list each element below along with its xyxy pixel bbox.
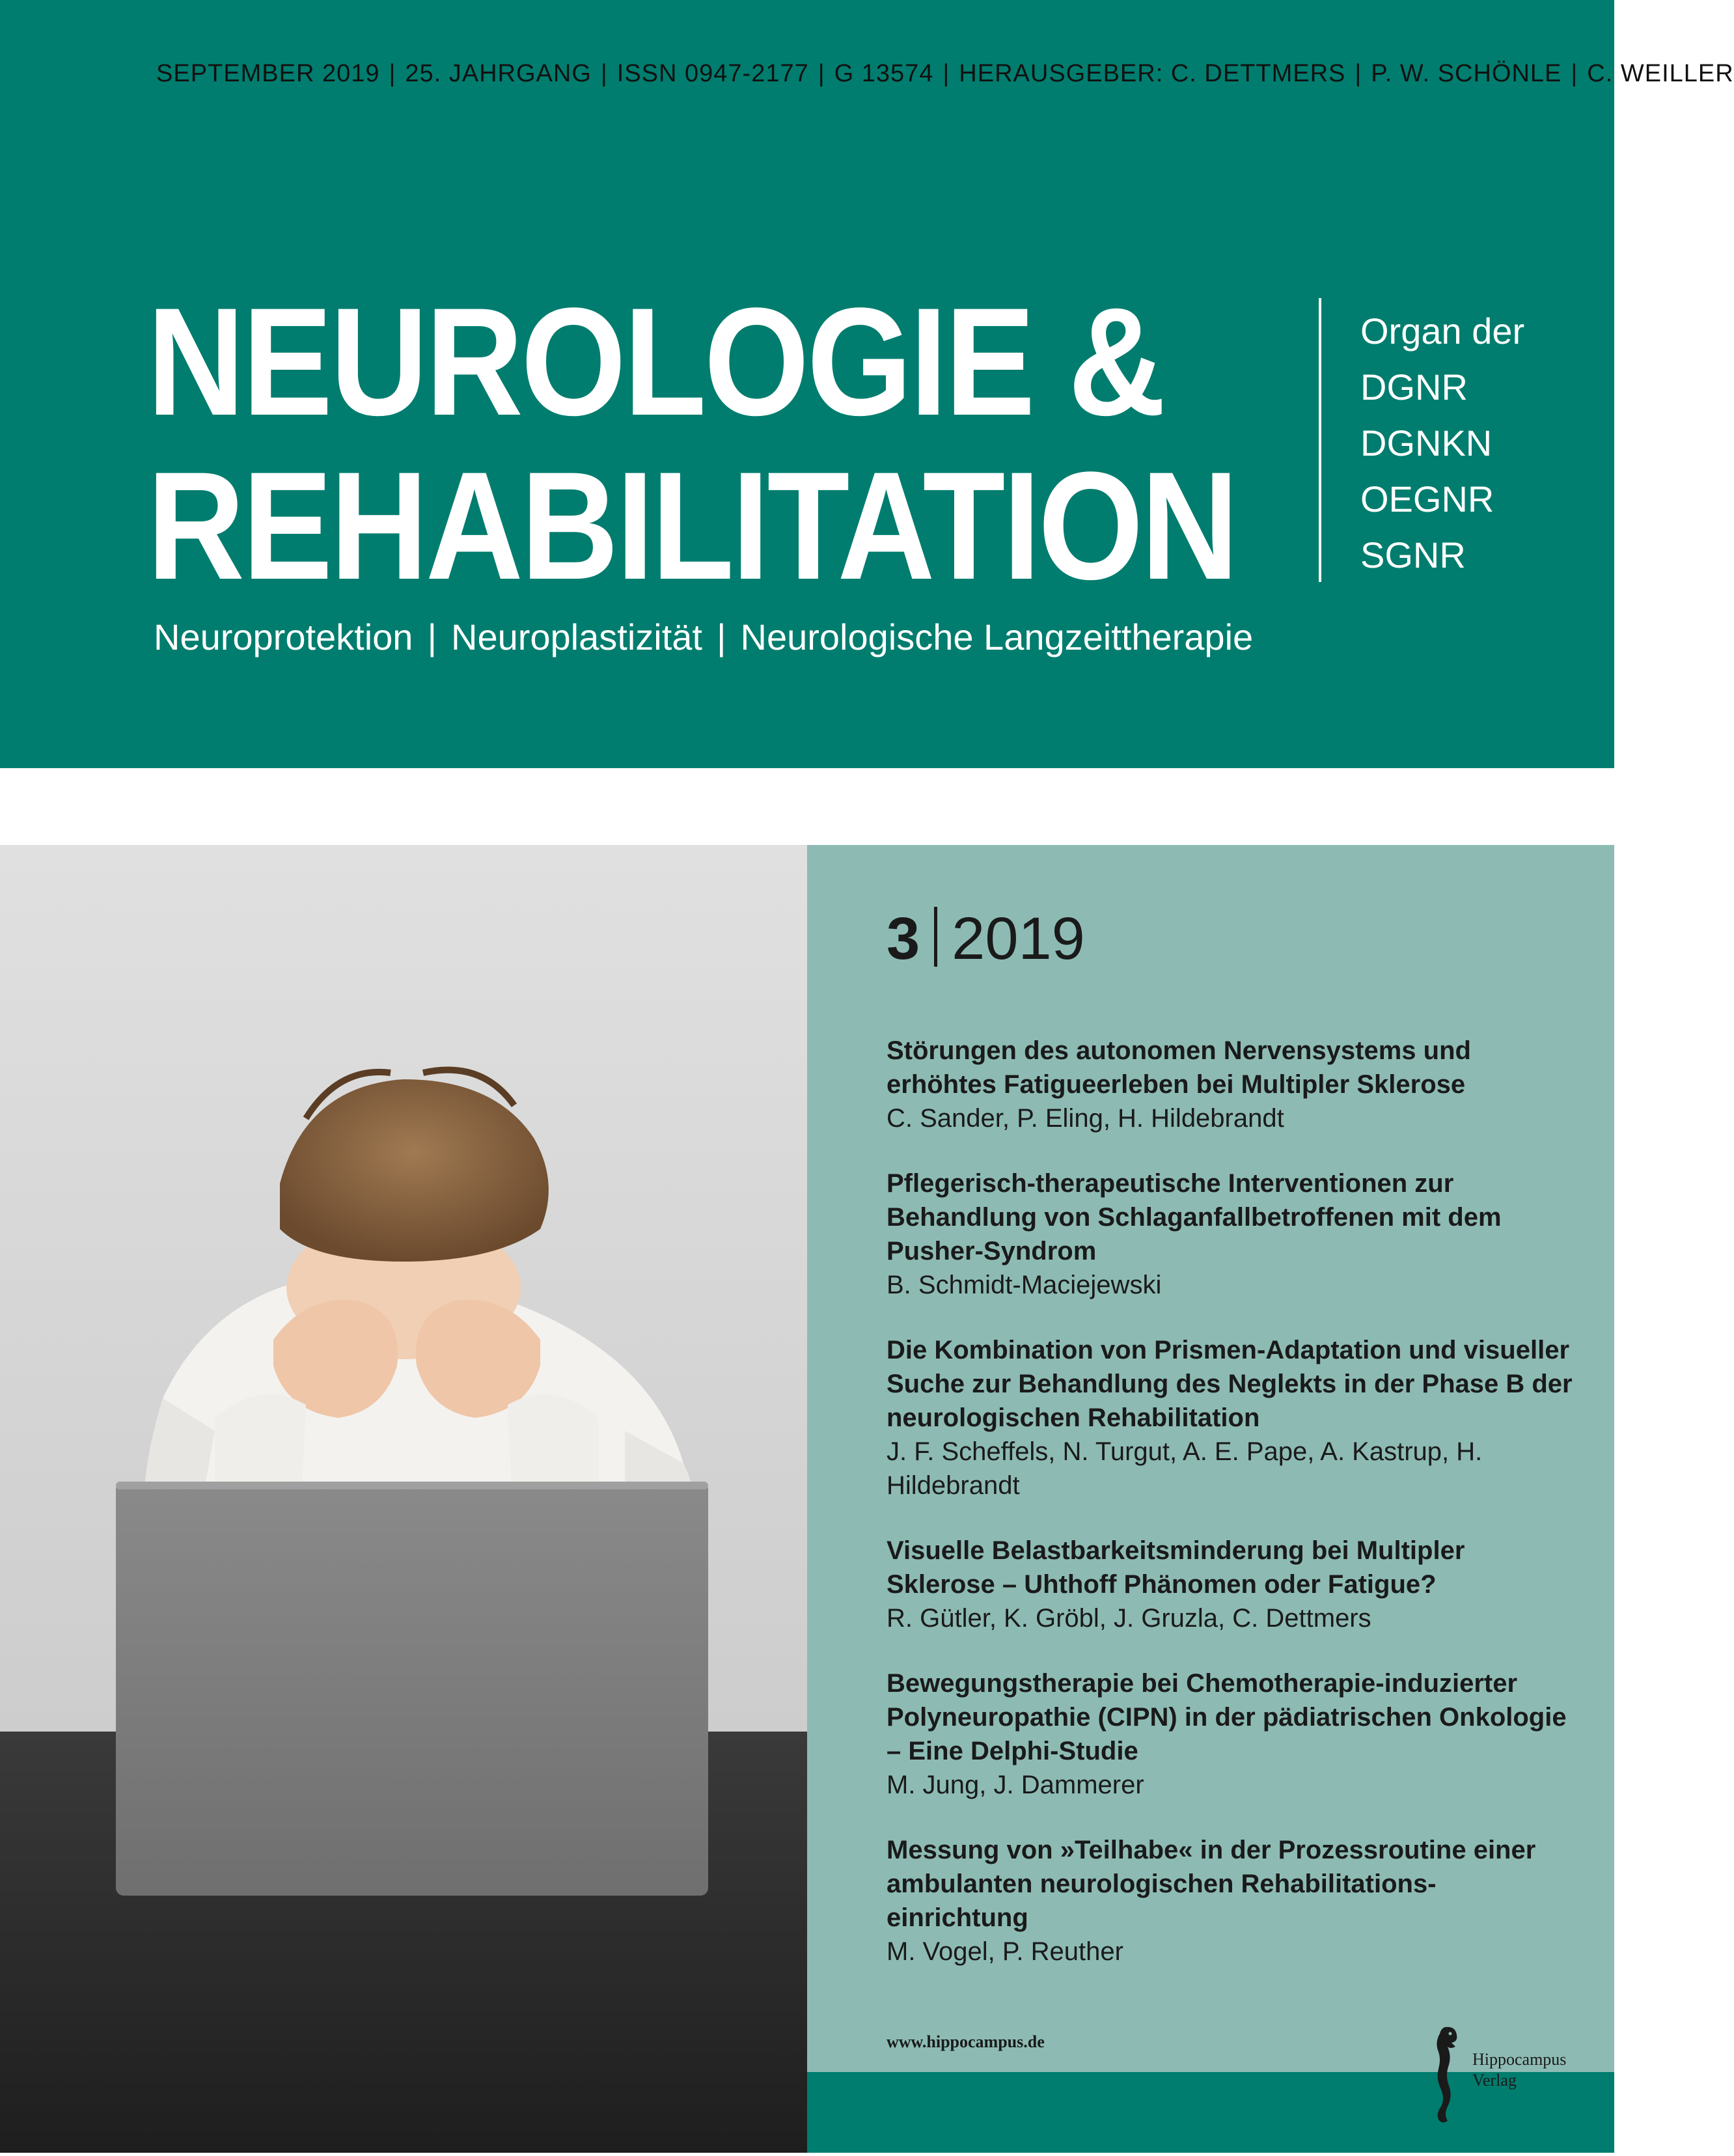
- article-item[interactable]: [887, 1333, 1576, 1502]
- article-authors: R. Gütler, K. Gröbl, J. Gruzla, C. Dettmers: [887, 1604, 1371, 1633]
- publisher-line-1: Hippocampus: [1472, 2050, 1567, 2069]
- divider-strip: [0, 768, 1614, 845]
- header-date: SEPTEMBER 2019: [156, 60, 380, 87]
- header-editor-1: HERAUSGEBER: C. DETTMERS: [959, 60, 1346, 87]
- seahorse-icon: [1425, 2023, 1465, 2127]
- article-title: Bewegungstherapie bei Chemotherapie-induzierter Polyneuropathie (CIPN) in der pädiatrischen Onkologie – Eine Delphi-Studie: [887, 1669, 1567, 1765]
- society-item: SGNR: [1360, 534, 1466, 575]
- cover-photo-illustration: [0, 845, 807, 2153]
- publisher-name: [1472, 2049, 1566, 2091]
- article-authors: M. Jung, J. Dammerer: [887, 1771, 1144, 1799]
- journal-subtitle: Neuroprotektion | Neuroplastizität | Neurologische Langzeittherapie: [154, 616, 1254, 657]
- subtitle-topic-2: Neuroplastizität: [451, 616, 702, 657]
- header-editor-3: C. WEILLER: [1587, 60, 1734, 87]
- issue-num: 3: [887, 905, 920, 972]
- subtitle-topic-3: Neurologische Langzeittherapie: [740, 616, 1254, 657]
- organ-divider: [1319, 298, 1321, 582]
- article-title: Pflegerisch-therapeutische Interventionen zur Behandlung von Schlaganfallbetroffenen mit dem Pusher-Syndrom: [887, 1169, 1502, 1265]
- header-issn: ISSN 0947-2177: [616, 60, 809, 87]
- article-item[interactable]: [887, 1666, 1576, 1802]
- society-item: DGNKN: [1360, 422, 1493, 463]
- article-item[interactable]: [887, 1034, 1576, 1135]
- organ-label: Organ der: [1360, 311, 1525, 352]
- journal-title-line-1: NEUROLOGIE &: [147, 276, 1164, 448]
- issue-number: [887, 905, 1085, 973]
- article-authors: M. Vogel, P. Reuther: [887, 1937, 1123, 1966]
- header-gnumber: G 13574: [834, 60, 934, 87]
- cover-photo: [0, 845, 807, 2153]
- subtitle-topic-1: Neuroprotektion: [154, 616, 413, 657]
- article-item[interactable]: [887, 1534, 1576, 1635]
- journal-title-line-2: REHABILITATION: [147, 440, 1237, 612]
- publisher-line-2: Verlag: [1472, 2071, 1517, 2090]
- organ-block: [1360, 303, 1595, 583]
- article-title: Visuelle Belastbarkeitsminderung bei Multipler Sklerose – Uhthoff Phänomen oder Fatigue?: [887, 1536, 1465, 1599]
- article-title: Störungen des autonomen Nervensystems und erhöhtes Fatigueerleben bei Multipler Sklerose: [887, 1036, 1471, 1099]
- publisher-website[interactable]: www.hippocampus.de: [887, 2032, 1045, 2051]
- issue-year: 2019: [952, 905, 1085, 972]
- article-list: [887, 1034, 1576, 2000]
- header-editor-2: P. W. SCHÖNLE: [1371, 60, 1562, 87]
- article-title: Die Kombination von Prismen-Adaptation und visueller Suche zur Behandlung des Neglekts in der Phase B der neurologischen Rehabilitation: [887, 1336, 1573, 1432]
- article-authors: C. Sander, P. Eling, H. Hildebrandt: [887, 1104, 1284, 1133]
- article-authors: B. Schmidt-Maciejewski: [887, 1271, 1162, 1299]
- header-info-line: SEPTEMBER 2019 | 25. JAHRGANG | ISSN 0947-2177 | G 13574 | HERAUSGEBER: C. DETTMERS | P. W. SCHÖNLE | C. WEILLER: [156, 60, 1734, 87]
- issue-separator: [934, 907, 937, 967]
- society-item: OEGNR: [1360, 478, 1494, 519]
- article-item[interactable]: [887, 1167, 1576, 1302]
- article-title: Messung von »Teilhabe« in der Prozessroutine einer ambulanten neurologischen Rehabilitations-einrichtung: [887, 1836, 1536, 1932]
- header-volume: 25. JAHRGANG: [405, 60, 592, 87]
- article-item[interactable]: [887, 1833, 1576, 1969]
- article-authors: J. F. Scheffels, N. Turgut, A. E. Pape, A. Kastrup, H. Hildebrandt: [887, 1437, 1483, 1500]
- society-item: DGNR: [1360, 366, 1468, 408]
- journal-title: [147, 276, 1237, 612]
